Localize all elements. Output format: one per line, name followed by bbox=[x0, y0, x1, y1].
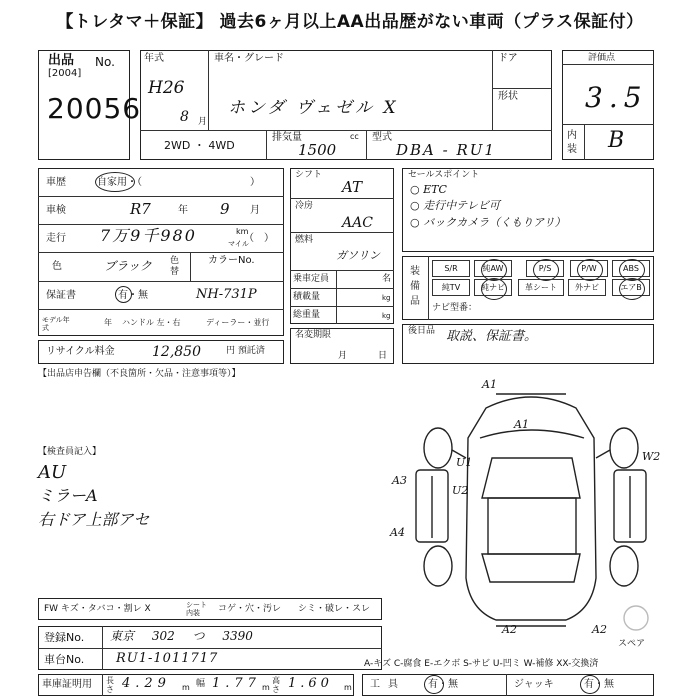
jack-options: 有・無 bbox=[584, 679, 614, 690]
height-unit: m bbox=[344, 683, 352, 692]
type-label: 型式 bbox=[372, 132, 392, 143]
shift-value: AT bbox=[342, 178, 363, 196]
damage-mark: A2 bbox=[502, 623, 517, 636]
warranty-options: 有・無 bbox=[118, 290, 148, 301]
history-label: 車歴 bbox=[46, 177, 66, 188]
damage-mark: A4 bbox=[390, 526, 405, 539]
model-month-label: 月 bbox=[198, 117, 208, 127]
gross-label: 総重量 bbox=[293, 310, 321, 320]
lot-no-label: No. bbox=[95, 55, 115, 69]
door-label: ドア bbox=[498, 53, 518, 64]
equip-power-steering: P/S bbox=[526, 260, 564, 277]
width-label: 幅 bbox=[196, 679, 206, 689]
model-year-era: H26 bbox=[148, 78, 185, 98]
displacement: 1500 bbox=[298, 141, 337, 159]
equip-alloy-wheel: 純AW bbox=[474, 260, 512, 277]
seller-notes-label: 【出品店申告欄（不良箇所・欠品・注意事項等）】 bbox=[38, 369, 241, 379]
equip-leather-seat: 革シート bbox=[518, 279, 564, 296]
interior-score: B bbox=[608, 128, 625, 153]
equipment-label: 装備品 bbox=[410, 266, 420, 307]
wheel-front-left bbox=[424, 428, 452, 468]
equip-airbag: エアB bbox=[612, 279, 650, 296]
reg-no: 東京 302 つ 3390 bbox=[110, 629, 253, 643]
damage-mark: A3 bbox=[392, 474, 407, 487]
score-label: 評価点 bbox=[588, 53, 616, 63]
vehicle-type: DBA - RU1 bbox=[396, 141, 496, 159]
sales-points-label: セールスポイント bbox=[408, 170, 480, 180]
aircon-value: AAC bbox=[342, 215, 373, 231]
cert-label: 車庫証明用 bbox=[42, 679, 92, 690]
inspection-month: 9 bbox=[220, 200, 230, 218]
legend-codes3: シミ・破レ・スレ bbox=[298, 604, 371, 614]
recycle-unit: 円 預託済 bbox=[226, 346, 265, 356]
sales-point-item: ○ ETC bbox=[410, 183, 447, 196]
displacement-label: 排気量 bbox=[272, 132, 302, 143]
legend-codes: FW キズ・タバコ・割レ X bbox=[44, 604, 151, 614]
change-day-label: 日 bbox=[378, 351, 388, 361]
equip-genuine-navi: 純ナビ bbox=[474, 279, 512, 296]
mileage-label: 走行 bbox=[46, 233, 66, 244]
equip-sr: S/R bbox=[432, 260, 470, 277]
chassis-label: 車台No. bbox=[44, 653, 85, 666]
damage-mark: A1 bbox=[514, 418, 529, 431]
width-value: 1.77 bbox=[212, 676, 261, 691]
score-value: 3.5 bbox=[585, 81, 648, 114]
equip-genuine-tv: 純TV bbox=[432, 279, 470, 296]
wheel-front-right bbox=[610, 428, 638, 468]
history-options: 自家用・（ bbox=[97, 177, 142, 188]
jack-circle bbox=[580, 675, 600, 694]
spare-label: スペア bbox=[618, 639, 646, 649]
warranty-circle bbox=[115, 286, 132, 303]
mileage-paren: （ ） bbox=[244, 233, 274, 244]
damage-mark: A1 bbox=[482, 378, 497, 391]
inspector-note: ミラーA bbox=[38, 486, 98, 505]
chassis-no: RU1-1011717 bbox=[116, 651, 219, 666]
inspector-note: AU bbox=[38, 462, 67, 483]
color-change-label: 色替 bbox=[170, 256, 180, 277]
change-month-label: 月 bbox=[338, 351, 348, 361]
history-circle bbox=[95, 172, 135, 192]
capacity-label: 乗車定員 bbox=[293, 274, 330, 284]
name-grade-label: 車名・グレード bbox=[214, 53, 284, 64]
spare-tire bbox=[624, 606, 648, 630]
inspection-month-label: 月 bbox=[250, 205, 260, 216]
legend-seat: シート内装 bbox=[186, 601, 207, 617]
shift-label: シフト bbox=[295, 170, 323, 180]
inspection-label: 車検 bbox=[46, 205, 66, 216]
car-damage-diagram bbox=[390, 378, 666, 638]
recycle-fee: 12,850 bbox=[152, 344, 201, 360]
load-label: 積載量 bbox=[293, 292, 321, 302]
load-unit: kg bbox=[382, 294, 391, 302]
mileage: 7万9千980 bbox=[100, 226, 197, 245]
wheel-rear-right bbox=[610, 546, 638, 586]
length-value: 4.29 bbox=[122, 676, 171, 691]
height-label: 高さ bbox=[272, 676, 280, 694]
jack-label: ジャッキ bbox=[514, 679, 554, 690]
damage-mark: W2 bbox=[642, 450, 661, 463]
aircon-label: 冷房 bbox=[295, 201, 314, 211]
length-unit: m bbox=[182, 683, 190, 692]
shape-label: 形状 bbox=[498, 91, 518, 102]
tools-options: 有・無 bbox=[428, 679, 458, 690]
recycle-label: リサイクル料金 bbox=[46, 346, 115, 357]
inspector-note: 右ドア上部アセ bbox=[38, 510, 150, 529]
warranty-label: 保証書 bbox=[46, 290, 76, 301]
color-value: ブラック bbox=[104, 259, 152, 273]
model-month: 8 bbox=[180, 109, 189, 125]
inspector-notes-label: 【検査員記入】 bbox=[38, 447, 102, 457]
legend-codes2: コゲ・穴・汚レ bbox=[218, 604, 282, 614]
color-no-label: カラーNo. bbox=[208, 255, 255, 266]
inspection-value: R7 bbox=[130, 200, 151, 218]
interior-label: 内装 bbox=[567, 130, 577, 155]
equip-power-window: P/W bbox=[570, 260, 608, 277]
sales-point-item: ○ 走行中テレビ可 bbox=[410, 199, 500, 212]
history-close: ） bbox=[250, 177, 260, 188]
damage-mark: U2 bbox=[452, 484, 469, 497]
capacity-unit: 名 bbox=[382, 274, 392, 284]
damage-mark: A2 bbox=[592, 623, 607, 636]
gross-unit: kg bbox=[382, 312, 391, 320]
sales-point-item: ○ バックカメラ（くもりアリ） bbox=[410, 216, 566, 229]
page-title: 【トレタマ＋保証】 過去6ヶ月以上AA出品歴がない車両（プラス保証付） bbox=[56, 11, 644, 32]
height-value: 1.60 bbox=[288, 676, 333, 691]
mile-label: マイル bbox=[228, 240, 249, 248]
name-grade: ホンダ ヴェゼル X bbox=[228, 98, 399, 118]
damage-legend: A-キズ C-腐食 E-エクボ S-サビ U-凹ミ W-補修 XX-交換済 bbox=[364, 659, 599, 669]
lot-year-tag: [2004] bbox=[48, 68, 82, 79]
model-year-label: 年式 bbox=[144, 53, 164, 64]
navi-model-label: ナビ型番： bbox=[432, 303, 478, 313]
km-label: km bbox=[236, 227, 249, 236]
later-items-label: 後日品 bbox=[408, 326, 436, 336]
handle-label: ハンドル 左・右 bbox=[122, 318, 181, 327]
tools-label: 工具 bbox=[370, 679, 406, 690]
drive-label: 2WD ・ 4WD bbox=[164, 139, 235, 152]
color-no: NH-731P bbox=[196, 287, 257, 302]
tools-circle bbox=[424, 675, 444, 694]
wheel-rear-left bbox=[424, 546, 452, 586]
fuel-label: 燃料 bbox=[295, 235, 314, 245]
equip-abs: ABS bbox=[612, 260, 650, 277]
later-items: 取説、保証書。 bbox=[446, 329, 538, 344]
equip-external-navi: 外ナビ bbox=[568, 279, 606, 296]
lot-venue-label: 出品 bbox=[48, 53, 75, 68]
reg-no-label: 登録No. bbox=[44, 631, 85, 644]
length-label: 長さ bbox=[106, 676, 114, 694]
width-unit: m bbox=[262, 683, 270, 692]
fuel-value: ガソリン bbox=[336, 249, 380, 262]
dealer-label: ディーラー・並行 bbox=[206, 318, 270, 327]
model-year2-unit: 年 bbox=[104, 318, 112, 327]
change-period-label: 名変期限 bbox=[295, 330, 332, 340]
damage-mark: U1 bbox=[456, 456, 473, 469]
inspection-year-label: 年 bbox=[178, 205, 188, 216]
color-label: 色 bbox=[52, 261, 62, 272]
cc-label: cc bbox=[350, 132, 359, 141]
lot-number: 20056 bbox=[47, 92, 142, 125]
model-year2-label: モデル年式 bbox=[42, 316, 70, 332]
